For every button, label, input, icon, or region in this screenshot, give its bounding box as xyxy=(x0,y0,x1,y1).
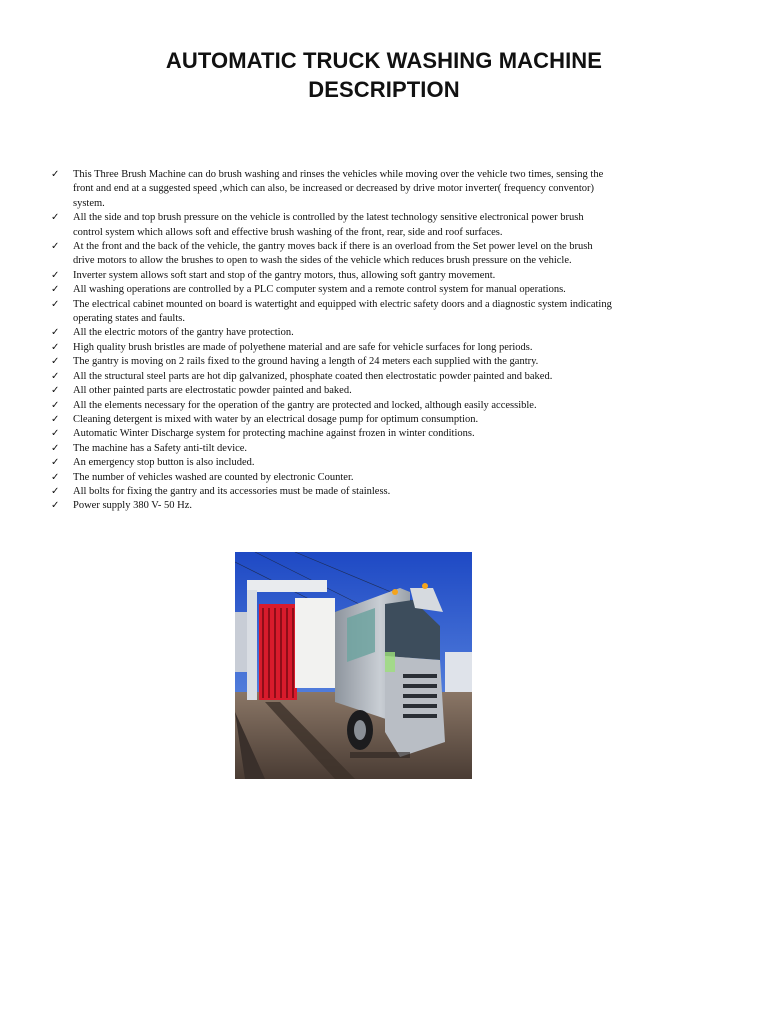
feature-list-item xyxy=(49,442,669,456)
feature-list-item xyxy=(49,471,669,485)
feature-list-item xyxy=(49,427,669,441)
feature-text-line: All the elements necessary for the operation of the gantry are protected and locked, although easily accessible. xyxy=(73,399,537,411)
feature-text-line: front and end at a suggested speed ,which can also, be increased or decreased by drive motor inverter( frequency conventor) xyxy=(73,183,594,195)
feature-text-line: All bolts for fixing the gantry and its accessories must be made of stainless. xyxy=(73,485,391,497)
feature-text-line: The machine has a Safety anti-tilt device. xyxy=(73,442,248,454)
feature-list-item xyxy=(49,168,669,211)
feature-text-line: At the front and the back of the vehicle, the gantry moves back if there is an overload from the Set power level on the brush xyxy=(73,241,593,253)
truck-wash-image xyxy=(235,552,472,779)
feature-list-item xyxy=(49,413,669,427)
feature-text-line: High quality brush bristles are made of polyethene material and are safe for vehicle surfaces for long periods. xyxy=(73,341,533,353)
truck-wash-photo xyxy=(235,552,472,779)
check-mark-icon: ✓ xyxy=(51,500,60,512)
check-mark-icon: ✓ xyxy=(51,241,60,253)
feature-text-line: All the side and top brush pressure on the vehicle is controlled by the latest technology sensitive electronical power brush xyxy=(73,212,584,224)
feature-list-item xyxy=(49,456,669,470)
feature-text-line: Cleaning detergent is mixed with water by an electrical dosage pump for optimum consumption. xyxy=(73,413,479,425)
feature-text-line: control system which allows soft and effective brush washing of the front, rear, side and roof surfaces. xyxy=(73,226,503,238)
check-mark-icon: ✓ xyxy=(51,269,60,281)
check-mark-icon: ✓ xyxy=(51,169,60,180)
feature-list-item xyxy=(49,384,669,398)
check-mark-icon: ✓ xyxy=(51,457,60,469)
feature-list-item xyxy=(49,341,669,355)
check-mark-icon: ✓ xyxy=(51,385,60,397)
feature-list-item xyxy=(49,211,669,240)
page-title xyxy=(0,46,768,104)
feature-text-line: All washing operations are controlled by a PLC computer system and a remote control system for manual operations. xyxy=(73,284,566,296)
feature-text-line: An emergency stop button is also included. xyxy=(73,457,255,469)
feature-text-line: Automatic Winter Discharge system for protecting machine against frozen in winter conditions. xyxy=(73,428,475,440)
check-mark-icon: ✓ xyxy=(51,485,60,497)
check-mark-icon: ✓ xyxy=(51,471,60,483)
feature-list-item xyxy=(49,326,669,340)
feature-list-item xyxy=(49,499,669,513)
check-mark-icon: ✓ xyxy=(51,399,60,411)
feature-list-item xyxy=(49,485,669,499)
title-line-2: DESCRIPTION xyxy=(308,77,460,102)
check-mark-icon: ✓ xyxy=(51,356,60,368)
feature-text-line: drive motors to allow the brushes to open to wash the sides of the vehicle which reduces brush pressure on the vehicle. xyxy=(73,255,572,267)
feature-list-item xyxy=(49,298,669,327)
feature-text-line: Inverter system allows soft start and stop of the gantry motors, thus, allowing soft gantry movement. xyxy=(73,269,496,281)
feature-list xyxy=(49,168,669,514)
check-mark-icon: ✓ xyxy=(51,298,60,310)
feature-text-line: All the electric motors of the gantry have protection. xyxy=(73,327,294,339)
feature-list-item xyxy=(49,399,669,413)
feature-text-line: This Three Brush Machine can do brush washing and rinses the vehicles while moving over the vehicle two times, sensing the xyxy=(73,169,604,180)
check-mark-icon: ✓ xyxy=(51,413,60,425)
feature-text-line: Power supply 380 V- 50 Hz. xyxy=(73,500,193,512)
check-mark-icon: ✓ xyxy=(51,284,60,296)
check-mark-icon: ✓ xyxy=(51,428,60,440)
feature-text-line: operating states and faults. xyxy=(73,313,185,325)
check-mark-icon: ✓ xyxy=(51,370,60,382)
feature-list-item xyxy=(49,240,669,269)
feature-list-item xyxy=(49,355,669,369)
feature-list-item xyxy=(49,269,669,283)
feature-text-line: The gantry is moving on 2 rails fixed to the ground having a length of 24 meters each supplied with the gantry. xyxy=(73,356,539,368)
feature-text-line: The number of vehicles washed are counted by electronic Counter. xyxy=(73,471,354,483)
title-line-1: AUTOMATIC TRUCK WASHING MACHINE xyxy=(165,48,603,73)
check-mark-icon: ✓ xyxy=(51,327,60,339)
check-mark-icon: ✓ xyxy=(51,442,60,454)
feature-list-item xyxy=(49,283,669,297)
feature-text-line: The electrical cabinet mounted on board is watertight and equipped with electric safety doors and a diagnostic system indicating xyxy=(73,298,612,310)
feature-text-line: system. xyxy=(73,197,105,209)
feature-list-item xyxy=(49,370,669,384)
check-mark-icon: ✓ xyxy=(51,212,60,224)
feature-text-line: All other painted parts are electrostatic powder painted and baked. xyxy=(73,385,352,397)
feature-text-line: All the structural steel parts are hot dip galvanized, phosphate coated then electrostatic powder painted and baked. xyxy=(73,370,553,382)
check-mark-icon: ✓ xyxy=(51,341,60,353)
